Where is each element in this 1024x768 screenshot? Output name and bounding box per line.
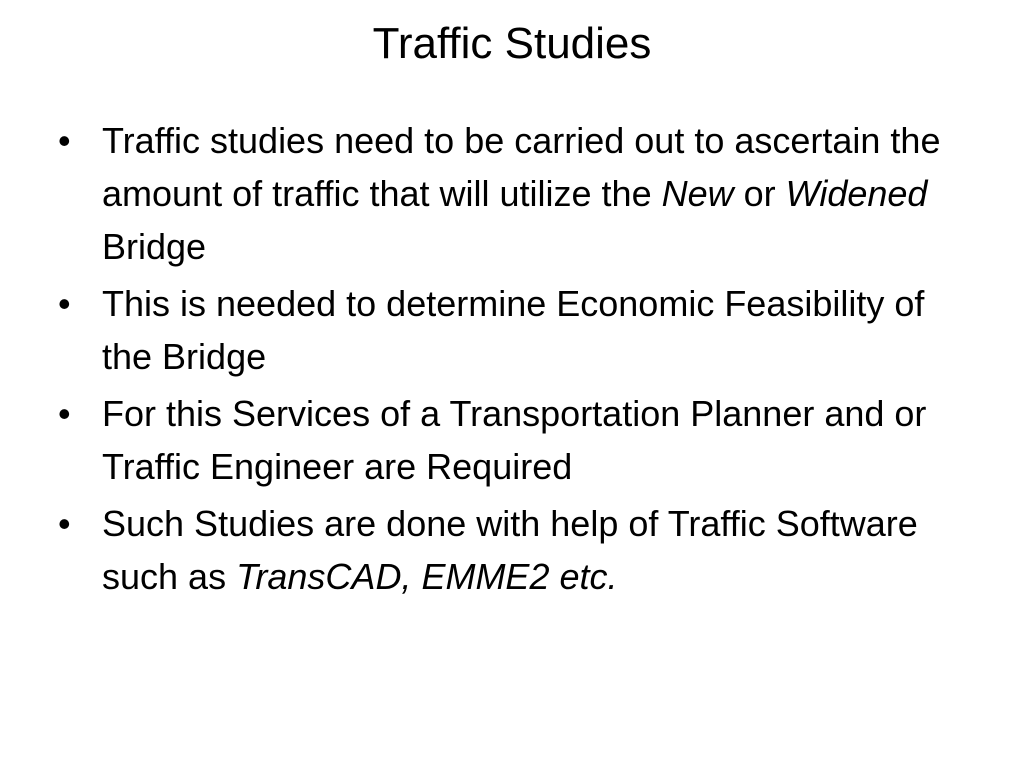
bullet-item-3 bbox=[58, 387, 958, 493]
bullet-list bbox=[58, 114, 958, 607]
bullet-text-segment: This is needed to determine Economic Feasibility of the Bridge bbox=[102, 283, 925, 377]
bullet-text bbox=[102, 120, 940, 267]
bullet-text bbox=[102, 393, 926, 487]
bullet-text-segment: For this Services of a Transportation Planner and or Traffic Engineer are Required bbox=[102, 393, 927, 487]
bullet-text bbox=[102, 503, 918, 597]
bullet-dot-icon: • bbox=[58, 283, 71, 324]
bullet-text-segment: Traffic studies need to be carried out to ascertain the amount of traffic that will utilize the bbox=[102, 120, 941, 214]
bullet-text-segment: Such Studies are done with help of Traffic Software such as bbox=[102, 503, 918, 597]
slide-title: Traffic Studies bbox=[372, 19, 652, 68]
bullet-text-segment: Bridge bbox=[102, 226, 207, 267]
bullet-item-1 bbox=[58, 114, 958, 273]
bullet-dot-icon: • bbox=[58, 503, 71, 544]
bullet-item-2 bbox=[58, 277, 958, 383]
bullet-text-segment: or bbox=[733, 173, 786, 214]
bullet-dot-icon: • bbox=[58, 393, 71, 434]
bullet-item-4 bbox=[58, 497, 958, 603]
bullet-text-italic-software: TransCAD, EMME2 etc. bbox=[236, 556, 618, 597]
bullet-dot-icon: • bbox=[58, 120, 71, 161]
bullet-text-italic-widened: Widened bbox=[785, 173, 928, 214]
bullet-text bbox=[102, 283, 924, 377]
bullet-text-italic-new: New bbox=[661, 173, 734, 214]
